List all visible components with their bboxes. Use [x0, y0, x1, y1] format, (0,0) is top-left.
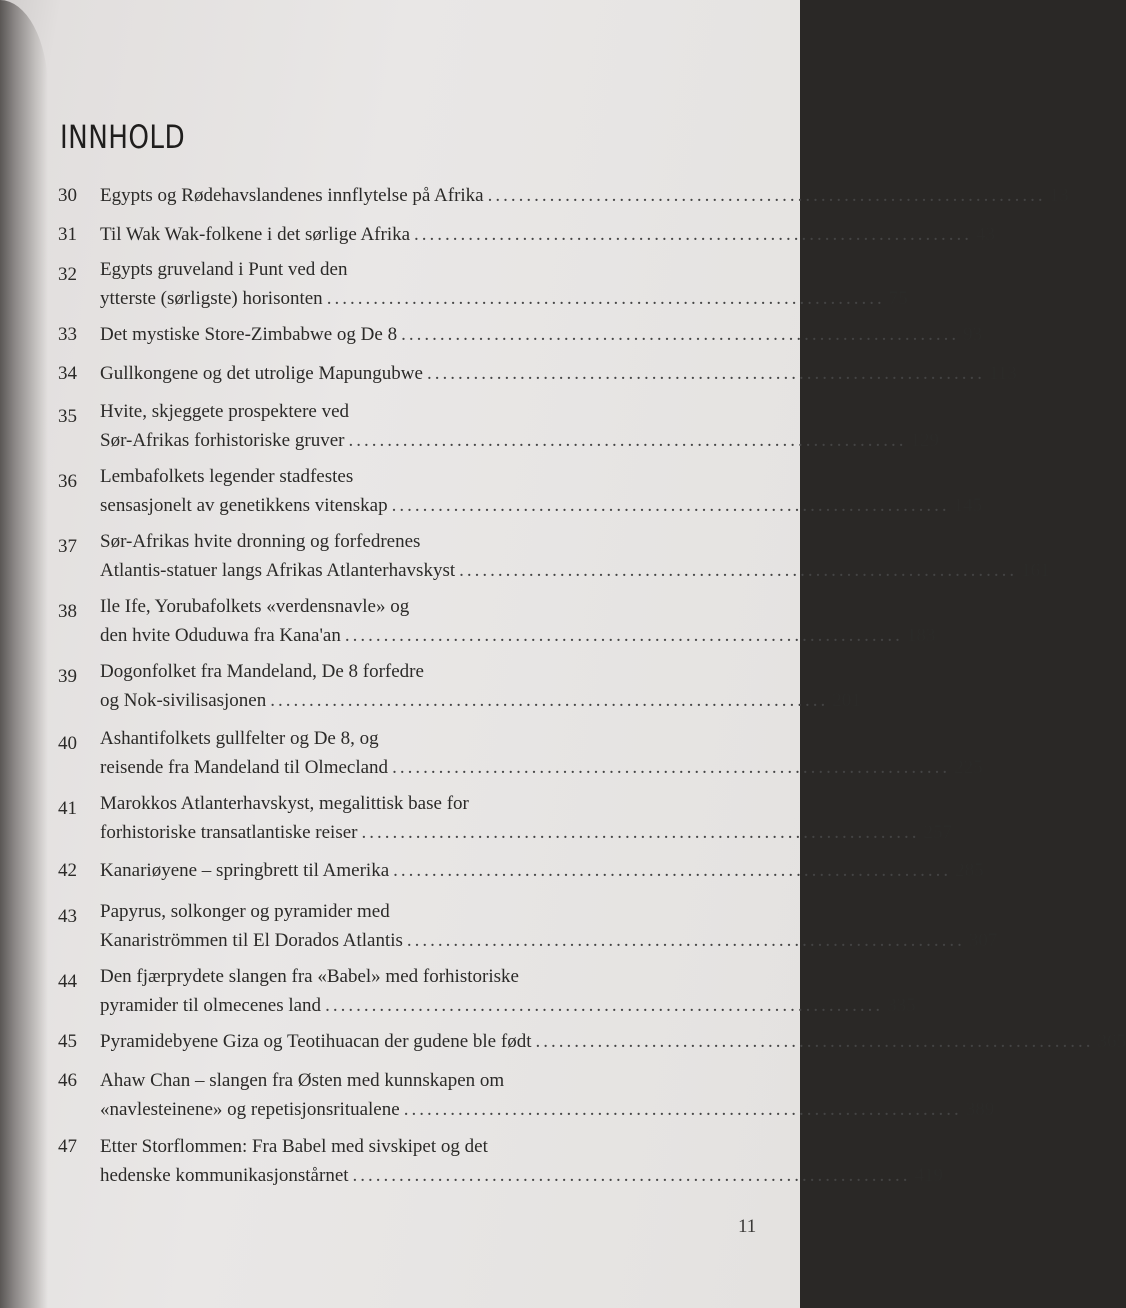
chapter-title: Kanariøyene – springbrett til Amerika	[100, 860, 390, 881]
page-number: 129	[910, 430, 939, 451]
page-number: 113	[988, 363, 1017, 384]
chapter-title-cont: «navlesteinene» og repetisjonsritualene	[100, 1099, 400, 1120]
chapter-number: 44	[58, 971, 77, 992]
page-folio: 11	[738, 1216, 757, 1237]
chapter-title-cont: reisende fra Mandeland til Olmecland	[100, 757, 389, 778]
chapter-title: Egypts og Rødehavslandenes innflytelse på Afrika	[100, 185, 484, 206]
chapter-number: 32	[58, 264, 77, 285]
chapter-number: 40	[58, 733, 77, 754]
page-number: 225	[954, 757, 983, 778]
chapter-title: Gullkongene og det utrolige Mapungubwe	[100, 363, 423, 384]
chapter-number: 33	[58, 324, 77, 345]
page-number: 75	[888, 288, 908, 309]
page-number: 285	[955, 860, 984, 881]
chapter-title-cont: ytterste (sørligste) horisonten	[100, 288, 323, 309]
chapter-title-cont: forhistoriske transatlantiske reiser	[100, 822, 358, 843]
leader-dots: ........................................................................	[391, 495, 950, 516]
leader-dots: ........................................................................	[426, 363, 985, 384]
page-number: 183	[906, 625, 936, 646]
chapter-number: 47	[58, 1136, 77, 1157]
chapter-title-cont: pyramider til olmecenes land	[100, 995, 322, 1016]
leader-dots: ........................................................................	[403, 1099, 962, 1120]
chapter-title-cont: sensasjonelt av genetikkens vitenskap	[100, 495, 388, 516]
page-number: 43	[976, 224, 996, 245]
chapter-title: Ahaw Chan – slangen fra Østen med kunnskapen om	[100, 1070, 505, 1091]
chapter-number: 31	[58, 224, 77, 245]
chapter-title: Etter Storflommen: Fra Babel med sivskipet og det	[100, 1136, 488, 1157]
chapter-number: 36	[58, 471, 77, 492]
leader-dots: ........................................................................	[393, 860, 952, 881]
leader-dots: ........................................................................	[326, 288, 885, 309]
chapter-number: 39	[58, 666, 77, 687]
leader-dots: ........................................................................	[535, 1031, 1094, 1052]
leader-dots: ........................................................................	[401, 324, 960, 345]
chapter-title: Ile Ife, Yorubafolkets «verdensnavle» og	[100, 596, 410, 617]
leader-dots: ........................................................................	[406, 930, 965, 951]
page-number: 93	[963, 324, 983, 345]
leader-dots: ........................................................................	[348, 430, 907, 451]
leader-dots: ........................................................................	[361, 822, 920, 843]
page-number: 201	[832, 690, 861, 711]
leader-dots: ........................................................................	[270, 690, 829, 711]
chapter-number: 45	[58, 1031, 77, 1052]
chapter-number: 46	[58, 1070, 77, 1091]
page-number: 307	[968, 930, 998, 951]
chapter-title: Til Wak Wak-folkene i det sørlige Afrika	[100, 224, 411, 245]
chapter-title-cont: hedenske kommunikasjonstårnet	[100, 1165, 349, 1186]
leader-dots: ........................................................................	[325, 995, 884, 1016]
chapter-number: 41	[58, 798, 77, 819]
chapter-title: Dogonfolket fra Mandeland, De 8 forfedre	[100, 661, 424, 682]
chapter-number: 37	[58, 536, 77, 557]
chapter-title: Den fjærprydete slangen fra «Babel» med forhistoriske	[100, 966, 519, 987]
page-number: 419	[914, 1165, 944, 1186]
leader-dots: ........................................................................	[414, 224, 973, 245]
leader-dots: ........................................................................	[392, 757, 951, 778]
chapter-title: Marokkos Atlanterhavskyst, megalittisk base for	[100, 793, 469, 814]
chapter-title: Lembafolkets legender stadfestes	[100, 466, 354, 487]
chapter-title: Egypts gruveland i Punt ved den	[100, 259, 348, 280]
chapter-number: 42	[58, 860, 77, 881]
chapter-title: Pyramidebyene Giza og Teotihuacan der gudene ble født	[100, 1031, 532, 1052]
chapter-title-cont: den hvite Oduduwa fra Kana'an	[100, 625, 341, 646]
chapter-number: 30	[58, 185, 77, 206]
chapter-title: Det mystiske Store-Zimbabwe og De 8	[100, 324, 398, 345]
leader-dots: ........................................................................	[352, 1165, 911, 1186]
leader-dots: ........................................................................	[459, 560, 1018, 581]
chapter-number: 38	[58, 601, 77, 622]
leader-dots: ........................................................................	[487, 185, 1046, 206]
chapter-title-cont: Kanariströmmen til El Dorados Atlantis	[100, 930, 403, 951]
chapter-number: 35	[58, 406, 77, 427]
page-number: 13	[1049, 185, 1069, 206]
chapter-title: Papyrus, solkonger og pyramider med	[100, 901, 390, 922]
toc-heading: INNHOLD	[60, 118, 186, 156]
page-number: 257	[923, 822, 952, 843]
chapter-number: 34	[58, 363, 77, 384]
page-number: 365	[1097, 1031, 1126, 1052]
page-number: 145	[953, 495, 983, 516]
chapter-title: Hvite, skjeggete prospektere ved	[100, 401, 350, 422]
chapter-title-cont: Sør-Afrikas forhistoriske gruver	[100, 430, 345, 451]
chapter-title-cont: Atlantis-statuer langs Afrikas Atlanterhavskyst	[100, 560, 456, 581]
page-number: 335	[887, 995, 916, 1016]
chapter-title-cont: og Nok-sivilisasjonen	[100, 690, 267, 711]
page-number: 389	[965, 1099, 995, 1120]
chapter-title: Sør-Afrikas hvite dronning og forfedrenes	[100, 531, 421, 552]
page-number: 161	[1021, 560, 1050, 581]
leader-dots: ........................................................................	[344, 625, 903, 646]
chapter-number: 43	[58, 906, 77, 927]
chapter-title: Ashantifolkets gullfelter og De 8, og	[100, 728, 379, 749]
